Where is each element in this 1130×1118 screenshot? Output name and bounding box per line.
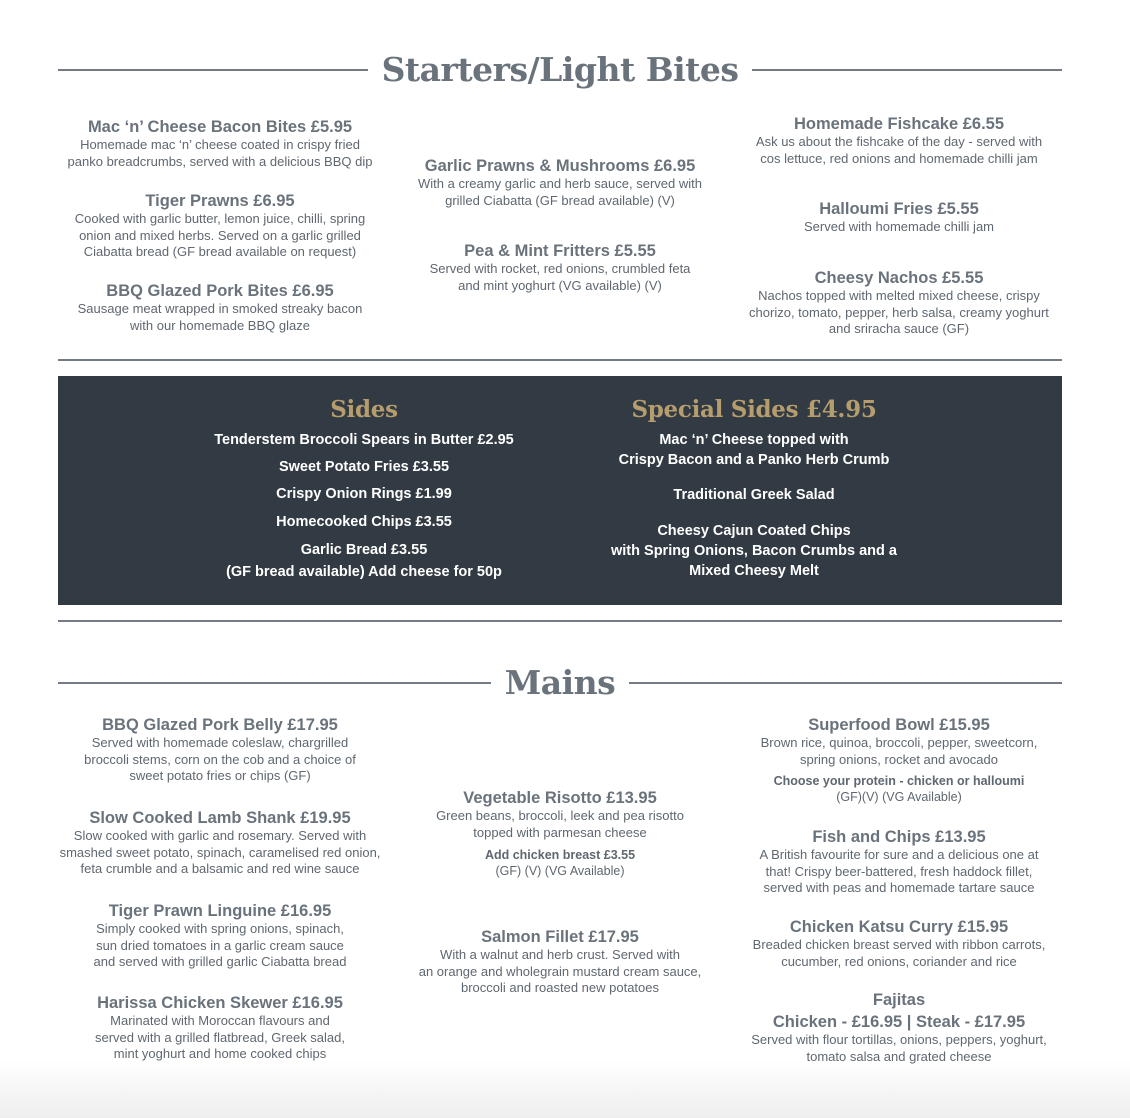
menu-item <box>734 991 1064 1065</box>
menu-item <box>395 157 725 209</box>
mains-column-3 <box>734 716 1064 1066</box>
item-name: Homemade Fishcake £6.55 <box>793 115 1005 133</box>
item-name: Chicken Katsu Curry £15.95 <box>789 918 1009 936</box>
menu-item <box>734 115 1064 167</box>
item-name: Garlic Prawns & Mushrooms £6.95 <box>424 157 696 175</box>
starters-heading <box>58 50 1062 89</box>
item-description: Nachos topped with melted mixed cheese, crispy chorizo, tomato, pepper, herb salsa, creamy yoghurt and sriracha sauce (GF) <box>749 288 1049 336</box>
mains-column-2 <box>395 789 725 1004</box>
menu-item <box>55 716 385 785</box>
menu-item <box>55 192 385 261</box>
divider <box>58 359 1062 361</box>
item-description: A British favourite for sure and a delicious one at that! Crispy beer-battered, fresh haddock fillet, served with peas and homemade tartare sauce <box>759 847 1039 895</box>
item-name: Fish and Chips £13.95 <box>812 828 986 846</box>
item-name: Harissa Chicken Skewer £16.95 <box>97 994 343 1012</box>
mains-heading <box>58 663 1062 702</box>
item-name: BBQ Glazed Pork Belly £17.95 <box>102 716 338 734</box>
special-sides-column <box>554 395 954 581</box>
menu-item <box>55 282 385 334</box>
item-description: With a walnut and herb crust. Served with an orange and wholegrain mustard cream sauce, broccoli and roasted new potatoes <box>418 947 702 995</box>
item-description: Served with flour tortillas, onions, peppers, yoghurt, tomato salsa and grated cheese <box>751 1032 1047 1064</box>
mains-column-1 <box>55 716 385 1066</box>
starters-column-1 <box>55 118 385 338</box>
item-description: Marinated with Moroccan flavours and served with a grilled flatbread, Greek salad, mint yoghurt and home cooked chips <box>94 1013 345 1061</box>
heading-rule-left <box>58 682 491 684</box>
starters-column-2 <box>395 157 725 307</box>
heading-rule-right <box>629 682 1062 684</box>
item-subname: Chicken - £16.95 | Steak - £17.95 <box>772 1013 1026 1031</box>
item-name: Salmon Fillet £17.95 <box>481 928 639 946</box>
sides-title: Sides <box>330 396 398 423</box>
item-description: Cooked with garlic butter, lemon juice, chilli, spring onion and mixed herbs. Served on a garlic grilled Ciabatta bread (GF bread available on request) <box>74 211 366 259</box>
menu-item <box>734 716 1064 805</box>
item-description: Simply cooked with spring onions, spinach, sun dried tomatoes in a garlic cream sauce and served with grilled garlic Ciabatta bread <box>93 921 347 969</box>
menu-item <box>55 809 385 878</box>
item-name: Slow Cooked Lamb Shank £19.95 <box>89 809 351 827</box>
special-sides-title: Special Sides £4.95 <box>631 396 877 423</box>
item-name: Superfood Bowl £15.95 <box>808 716 990 734</box>
side-item: Homecooked Chips £3.55 <box>276 514 452 530</box>
starters-column-3 <box>734 115 1064 345</box>
item-name: Mac ‘n’ Cheese Bacon Bites £5.95 <box>87 118 353 136</box>
menu-item <box>55 902 385 971</box>
heading-rule-right <box>752 69 1062 71</box>
item-description: Ask us about the fishcake of the day - served with cos lettuce, red onions and homemade chilli jam <box>755 134 1043 166</box>
item-description: Served with rocket, red onions, crumbled feta and mint yoghurt (VG available) (V) <box>429 261 691 293</box>
item-description: Green beans, broccoli, leek and pea risotto topped with parmesan cheese <box>436 808 684 840</box>
menu-item <box>734 269 1064 338</box>
item-description: Brown rice, quinoa, broccoli, pepper, sweetcorn, spring onions, rocket and avocado <box>760 735 1038 767</box>
special-side-item: Cheesy Cajun Coated Chips with Spring Onions, Bacon Crumbs and a Mixed Cheesy Melt <box>611 523 897 579</box>
heading-rule-left <box>58 69 368 71</box>
item-description: With a creamy garlic and herb sauce, served with grilled Ciabatta (GF bread available) (V) <box>418 176 702 208</box>
item-note-bold: Choose your protein - chicken or halloumi <box>773 774 1025 788</box>
side-item: Sweet Potato Fries £3.55 <box>278 459 450 475</box>
item-description: Slow cooked with garlic and rosemary. Served with smashed sweet potato, spinach, caramelised red onion, feta crumble and a balsamic and red wine sauce <box>59 828 381 876</box>
item-note-tags: (GF)(V) (VG Available) <box>836 790 962 804</box>
special-side-item: Traditional Greek Salad <box>673 487 835 503</box>
menu-item <box>55 994 385 1063</box>
starters-title: Starters/Light Bites <box>381 50 739 89</box>
menu-item <box>395 242 725 294</box>
menu-item <box>395 928 725 997</box>
item-description: Breaded chicken breast served with ribbon carrots, cucumber, red onions, coriander and rice <box>752 937 1046 969</box>
item-name: Vegetable Risotto £13.95 <box>463 789 657 807</box>
item-name: Tiger Prawn Linguine £16.95 <box>108 902 332 920</box>
item-description: Served with homemade coleslaw, chargrilled broccoli stems, corn on the cob and a choice of sweet potato fries or chips (GF) <box>84 735 356 783</box>
side-item: Crispy Onion Rings £1.99 <box>276 486 452 502</box>
divider <box>58 620 1062 622</box>
menu-item <box>734 918 1064 970</box>
item-name: Pea & Mint Fritters £5.55 <box>464 242 656 260</box>
special-side-item: Mac ‘n’ Cheese topped with Crispy Bacon and a Panko Herb Crumb <box>618 432 890 468</box>
item-name: Halloumi Fries £5.55 <box>819 200 979 218</box>
menu-item <box>395 789 725 879</box>
item-note <box>734 773 1064 805</box>
sides-column <box>154 395 574 583</box>
side-item: Garlic Bread £3.55 (GF bread available) Add cheese for 50p <box>226 542 502 580</box>
item-description: Homemade mac ‘n’ cheese coated in crispy fried panko breadcrumbs, served with a delicious BBQ dip <box>67 137 373 169</box>
mains-title: Mains <box>504 663 616 702</box>
item-description: Sausage meat wrapped in smoked streaky bacon with our homemade BBQ glaze <box>77 301 363 333</box>
menu-item <box>734 200 1064 236</box>
item-description: Served with homemade chilli jam <box>803 219 995 234</box>
item-note <box>395 847 725 879</box>
item-note-tags: (GF) (V) (VG Available) <box>495 864 625 878</box>
menu-item <box>55 118 385 170</box>
item-name: Fajitas <box>872 991 926 1009</box>
side-item: Tenderstem Broccoli Spears in Butter £2.95 <box>214 432 514 448</box>
menu-item <box>734 828 1064 897</box>
item-name: BBQ Glazed Pork Bites £6.95 <box>106 282 334 300</box>
item-name: Tiger Prawns £6.95 <box>145 192 295 210</box>
item-name: Cheesy Nachos £5.55 <box>814 269 984 287</box>
sides-panel <box>58 376 1062 605</box>
item-note-bold: Add chicken breast £3.55 <box>484 848 636 862</box>
